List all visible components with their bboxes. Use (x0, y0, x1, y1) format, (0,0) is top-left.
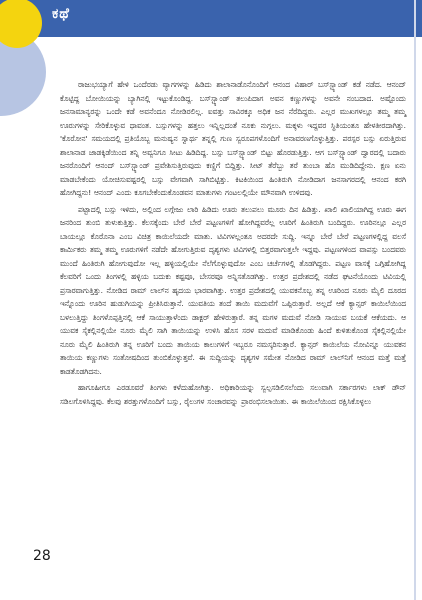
sun-circle (0, 0, 42, 48)
page-number: 28 (33, 548, 51, 564)
paragraph-2: ಪಟ್ಟಾದಲ್ಲಿ ಬಸ್ಸು ಇಳಿದು, ಅಲ್ಲಿಂದ ಲಗ್ಗೇಜು ಲಾರಿ ಹಿಡಿದು ಊರು ತಲುಪಲು ಮೂರು ದಿನ ಹಿಡಿತ್ತು. ಖಾಲಿ ಖಾಲಿಯಾಗಿದ್ದ ಊರು ಈಗ ಜನರಿಂದ ತುಂಬಿ ತುಳುಕುತ್ತಿತ್ತು. ಕೆಲಸಕ್ಕೆಂದು ಬೇರೆ ಬೇರೆ ಪಟ್ಟಣಗಳಿಗೆ ಹೋಗಿದ್ದವರೆಲ್ಲ ಊರಿಗೆ ಹಿಂತಿರುಗಿ ಬಂದಿದ್ದರು. ಊರಿನಲ್ಲೂ ಎಲ್ಲರ ಬಾಯಲ್ಲೂ ಕೊರೊನಾ ಎಂಬ ವಿಚಿತ್ರ ಕಾಯಿಲೆಯದೇ ಮಾತು. ಟಿವಿಗಳಲ್ಲಂತೂ ಅದರದೇ ಸುದ್ದಿ. ಇನ್ನೂ ಬೇರೆ ಬೇರೆ ಪಟ್ಟಣಗಳಲ್ಲಿದ್ದ ವಲಸೆ ಕಾರ್ಮಿಕರು ತಮ್ಮ ತಮ್ಮ ಊರುಗಳಿಗೆ ನಡೆದೇ ಹೋಗುತ್ತಿರುವ ದೃಶ್ಯಗಳು ಟಿವಿಗಳಲ್ಲಿ ಬಿತ್ತರವಾಗುತ್ತಲೇ ಇದ್ದವು. ಪಟ್ಟಣಗಳಿಂದ ವಾಪಸ್ಸು ಬಂದವರು ಮುಂದೆ ಹಿಂತಿರುಗಿ ಹೋಗುವುದೋ ಇಲ್ಲ ಹಳ್ಳಿಯಲ್ಲಿಯೇ ನೆಲೆಗೊಳ್ಳುವುದೋ ಎಂಬ ಚರ್ಚೆಗಳಲ್ಲಿ ತೊಡಗಿದ್ದರು. ಪಟ್ಟಣ ವಾಸಕ್ಕೆ ಒಗ್ಗಿಹೋಗಿದ್ದ ಕೆಲವರಿಗೆ ಒಂದು ತಿಂಗಳಲ್ಲಿ ಹಳ್ಳಿಯ ಬದುಕು ಕಷ್ಟವೂ, ಬೇಸರವೂ ಅನ್ನಿಸತೊಡಗಿತ್ತು. ಉತ್ತರ ಪ್ರದೇಶದಲ್ಲಿ ನಡೆದ ಘಟನೆಯೊಂದು ಟಿವಿಯಲ್ಲಿ ಪ್ರಸಾರವಾಗುತ್ತಿತ್ತು. ನೋಡಿದ ರಾಮ್ ಲಾಲ್‌ನ ಹೃದಯ ಭಾರವಾಗಿತ್ತು. ಉತ್ತರ ಪ್ರದೇಶದಲ್ಲಿ ಯುವಕನೊಬ್ಬ ತನ್ನ ಊರಿಂದ ನೂರು ಮೈಲಿ ದೂರದ ಇನ್ನೊಂದು ಊರಿನ ಹುಡುಗಿಯನ್ನು ಪ್ರೀತಿಸಿರುತ್ತಾನೆ. ಯುವತಿಯ ತಂದೆ ತಾಯಿ ಮದುವೆಗೆ ಒಪ್ಪಿರುತ್ತಾರೆ. ಅಲ್ಲದೆ ಆಕೆ ಕ್ಯಾನ್ಸರ್ ಕಾಯಿಲೆಯಿಂದ ಬಳಲುತ್ತಿದ್ದು ತಿಂಗಳೊಪ್ಪತ್ತಿನಲ್ಲಿ ಆಕೆ ಸಾಯುತ್ತಾಳೆಂದು ಡಾಕ್ಟರ್ ಹೇಳಿರುತ್ತಾರೆ. ತನ್ನ ಮಗಳ ಮದುವೆ ನೋಡಿ ಸಾಯುವ ಬಯಕೆ ಆಕೆಯದು. ಆ ಯುವಕ ಸೈಕಲ್ಲಿನಲ್ಲಿಯೇ ನೂರು ಮೈಲಿ ಸಾಗಿ ತಾಯಿಯನ್ನು ಉಳಿಸಿ ಹೊಸ ಸರಳ ಮದುವೆ ಮಾಡಿಕೊಂಡು ಹಿಂದೆ ಕುಳಿತುಕೊಂಡ ಸೈಕಲ್ಲಿನಲ್ಲಿಯೇ ನೂರು ಮೈಲಿ ಹಿಂತಿರುಗಿ ತನ್ನ ಊರಿಗೆ ಬಂದು ತಾಯಿಯ ಕಾಲುಗಳಿಗೆ ಇಬ್ಬರೂ ನಮಸ್ಕರಿಸುತ್ತಾರೆ. ಕ್ಯಾನ್ಸರ್ ಕಾಯಿಲೆಯ ನೋವಿನ್ನೂ ಯುವಕನ ತಾಯಿಯ ಕಣ್ಣುಗಳು ಸಂತೋಷದಿಂದ ತುಂಬಿಕೊಳ್ಳುತ್ತವೆ. ಈ ಸುದ್ದಿಯನ್ನು ದೃಶ್ಯಗಳ ಸಮೇತ ನೋಡಿದ ರಾಮ್ ಲಾಲ್‌ನಿಗೆ ಆನಂದ ಮತ್ತೆ ಮತ್ತೆ ಕಾಡತೊಡಗಿದನು. (60, 204, 406, 376)
article-body (60, 78, 406, 411)
margin-line (414, 0, 416, 600)
paragraph-1: ರಾಜುಭಯ್ಯಾಗೆ ಹೇಳಿ ಒಂದೆರಡು ವ್ಯಾಗಗಳನ್ನು ಹಿಡಿದು ಶಾಲಾನಾಡೊನೊಂದಿಗೆ ಆನಂದ ವಿಹಾರ್ ಬಸ್‌ಸ್ಟ್ಯಾಂಡ್ ಕಡೆ ನಡೆದ. ಆನಂದ್ ಕೊಟ್ಟಿದ್ದ ಬೋಯಿಯನ್ನು ಬ್ಯಾಗಿನಲ್ಲಿ ಇಟ್ಟುಕೊಂಡಿದ್ದ. ಬಸ್‌ಸ್ಟ್ಯಾಂಡ್ ತಲುಪಿದಾಗ ಅವನ ಕಣ್ಣುಗಳನ್ನು ಅವನೇ ನಂಬದಾದ. ಅಷ್ಟೊಂದು ಜನಸಾಮಾನ್ಯರನ್ನು ಒಂದೇ ಕಡೆ ಅವನೆಂದೂ ನೋಡಿರಲಿಲ್ಲ. ಐವತ್ತು ಸಾವಿರಕ್ಕೂ ಅಧಿಕ ಜನ ನೆರೆದಿದ್ದರು. ಎಲ್ಲರ ಮುಖಗಳಲ್ಲೂ ತಮ್ಮ ತಮ್ಮ ಊರುಗಳನ್ನು ಸೇರಿಕೊಳ್ಳುವ ಧಾವಂತ. ಬಸ್ಸುಗಳನ್ನು ಹತ್ತಲು ಇನ್ನಿಲ್ಲದಂತೆ ನೂಕು ನುಗ್ಗಲು. ಮಕ್ಕಳು ಇದ್ದವರ ಸ್ಥಿತಿಯಂತೂ ಹೇಳತೀರದಾಗಿತ್ತು. 'ಕೊರೋನ' ಸಮಯದಲ್ಲಿ ಪ್ರತಿಯೊಬ್ಬ ಮನುಷ್ಯನ ಸ್ವಾರ್ಥ ತನ್ನಲ್ಲಿ ಗುಣ ಸ್ವರೂಪಗಳೊಂದಿಗೆ ಅನಾವರಣಗೊಳ್ಳುತ್ತಿತ್ತು. ಪರಸ್ಪರ ಬಸ್ಸು ಏರುತ್ತಿರುವ ಶಾಲಾನಾಡ ಜಾಡಕ್ಕಿಡೆಯಿಂದ ತನ್ನಿ ಅವ್ವನಿಗೂ ಸೀಟು ಹಿಡಿದಿದ್ದ. ಬಸ್ಸು ಬಸ್‌ಸ್ಟ್ಯಾಂಡ್ ಬಿಟ್ಟು ಹೊರಡುತ್ತಿತ್ತು. ಆಗ ಬಸ್‌ಸ್ಟ್ಯಾಂಡ್ ದ್ವಾರದಲ್ಲಿ ಬದಾರು ಜನರೊಂದಿಗೆ ಆನಂದ್ ಬಸ್‌ಸ್ಟ್ಯಾಂಡ್ ಪ್ರವೇಶಿಸುತ್ತಿರುವುದು ಕಣ್ಣಿಗೆ ಬಿದ್ದಿತ್ತು. ಸೀಟ್ ತೆರೆಬ್ಬು ತರೆ ತುಂಬಾ ಹೊ ಮುಡಿದಿದ್ದೇನು. ಕ್ಷಣ ಏನು ಮಾಡಬೇಕೆಂದು ಯೋಚಿಸುವಷ್ಟರಲ್ಲಿ ಬಸ್ಸು ವೇಗವಾಗಿ ಸಾಗಿಬಿಟ್ಟಿತ್ತು. ಕಿಟಕಿಯಿಂದ ಹಿಂತಿರುಗಿ ನೋಡಿದಾಗ ಜನಸಾಗರದಲ್ಲಿ ಆನಂದ ಕರಗಿ ಹೋಗಿದ್ದನು! ಆನಂದ್ ಎಂದು ಕೂಗಬೇಕೆಂದುಕೊಂಡವನ ಮಾತುಗಳು ಗಂಟಲಲ್ಲಿಯೇ ಮೌನವಾಗಿ ಉಳಿದವು. (60, 80, 406, 197)
section-label: ಕಥೆ (52, 6, 70, 22)
paragraph-3: ಹಾಗೂಹೀಗೂ ಎರಡೂವರೆ ತಿಂಗಳು ಕಳೆದುಹೋಗಿತ್ತು. ಅಧಿಕಾರಿಯನ್ನು ಸ್ವಲ್ಪಸಡಿಲಿಸಲೆಂದು ಸಲುವಾಗಿ ಸರ್ಕಾರಗಳು ಲಾಕ್ ಡೌನ್ ಸಡಿಲಗೊಳಿಸಿದ್ದವು. ಕೆಲವು ಶರತ್ತುಗಳೊಂದಿಗೆ ಬಸ್ಸು, ರೈಲುಗಳ ಸಂಚಾರವನ್ನು ಪ್ರಾರಂಭಿಸಲಾಯಿತು. ಈ ಕಾಯಿಲೆಯಿಂದ ರಕ್ಷಿಸಿಕೊಳ್ಳಲು (60, 383, 406, 406)
